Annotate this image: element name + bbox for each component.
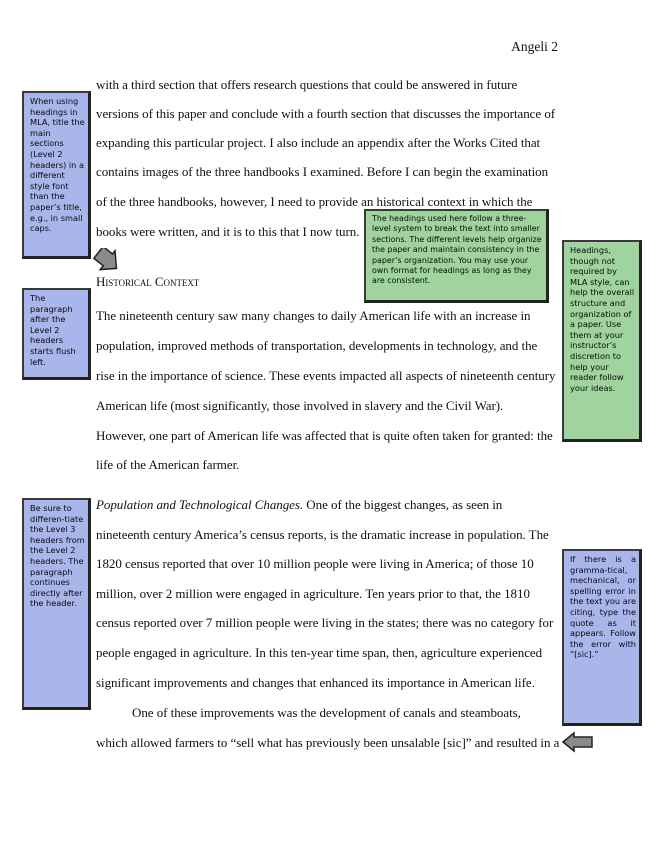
arrow-left-icon (561, 731, 595, 753)
text-line: significant improvements and changes that enhanced its importance in American life. (96, 675, 535, 690)
text-line: which allowed farmers to “sell what has previously been unsalable [sic]” and resulted in a (96, 735, 560, 750)
running-head: Angeli 2 (511, 39, 558, 54)
note-level3-headers: Be sure to differen-tiate the Level 3 headers from the Level 2 headers. The paragraph continues directly after the header. (22, 498, 91, 710)
text-line: million, over 2 million were engaged in agriculture. Ten years prior to that, the 1810 (96, 586, 530, 601)
text-line: The nineteenth century saw many changes to daily American life with an increase in (96, 308, 531, 323)
text-line: However, one part of American life was affected that is quite often taken for granted: the (96, 428, 553, 443)
text-line: American life (most significantly, those involved in slavery and the Civil War). (96, 398, 504, 413)
text-line: expanding this particular project. I also include an appendix after the Works Cited that (96, 135, 541, 150)
text-line: books were written, and it is to this that I now turn. (96, 224, 360, 239)
arrow-down-right-icon (92, 248, 122, 274)
text-line: nineteenth century America’s census reports, is the dramatic increase in population. The (96, 527, 549, 542)
text-line: contains images of the three handbooks I examined. Before I can begin the examination (96, 164, 549, 179)
text-run: One of the biggest changes, as seen in (303, 497, 503, 512)
text-line: life of the American farmer. (96, 457, 240, 472)
text-line: rise in the importance of science. These events impacted all aspects of nineteenth century (96, 368, 556, 383)
paragraph-line (96, 497, 502, 513)
note-flush-left: The paragraph after the Level 2 headers starts flush left. (22, 288, 91, 380)
note-mla-headings: When using headings in MLA, title the main sections (Level 2 headers) in a different style font than the paper’s title, e.g., in small caps. (22, 91, 91, 259)
text-line: 1820 census reported that over 10 million people were living in America; of those 10 (96, 556, 534, 571)
text-line: people engaged in agriculture. In this ten-year time span, then, agriculture experienced (96, 645, 543, 660)
level2-heading: Historical Context (96, 274, 200, 289)
text-line: of the three handbooks, however, I need to provide an historical context in which the (96, 194, 533, 209)
note-three-level-headings: The headings used here follow a three-level system to break the text into smaller sections. The different levels help organize the paper and maintain consistency in the paper’s organization. You may use your own format for headings as long as they are consistent. (364, 209, 549, 303)
text-line: One of these improvements was the development of canals and steamboats, (132, 705, 521, 720)
text-line: census reported over 7 million people were living in the states; there was no category for (96, 615, 554, 630)
note-sic: If there is a gramma-tical, mechanical, or spelling error in the text you are citing, type the quote as it appears. Follow the error with “[sic].” (562, 549, 642, 726)
note-headings-help: Headings, though not required by MLA style, can help the overall structure and organization of a paper. Use them at your instructor’s discretion to help your reader follow your ideas. (562, 240, 642, 442)
text-line: versions of this paper and conclude with a fourth section that discusses the importance of (96, 106, 556, 121)
level3-heading: Population and Technological Changes. (96, 497, 304, 512)
text-line: with a third section that offers research questions that could be answered in future (96, 77, 518, 92)
text-line: population, improved methods of transportation, developments in technology, and the (96, 338, 538, 353)
